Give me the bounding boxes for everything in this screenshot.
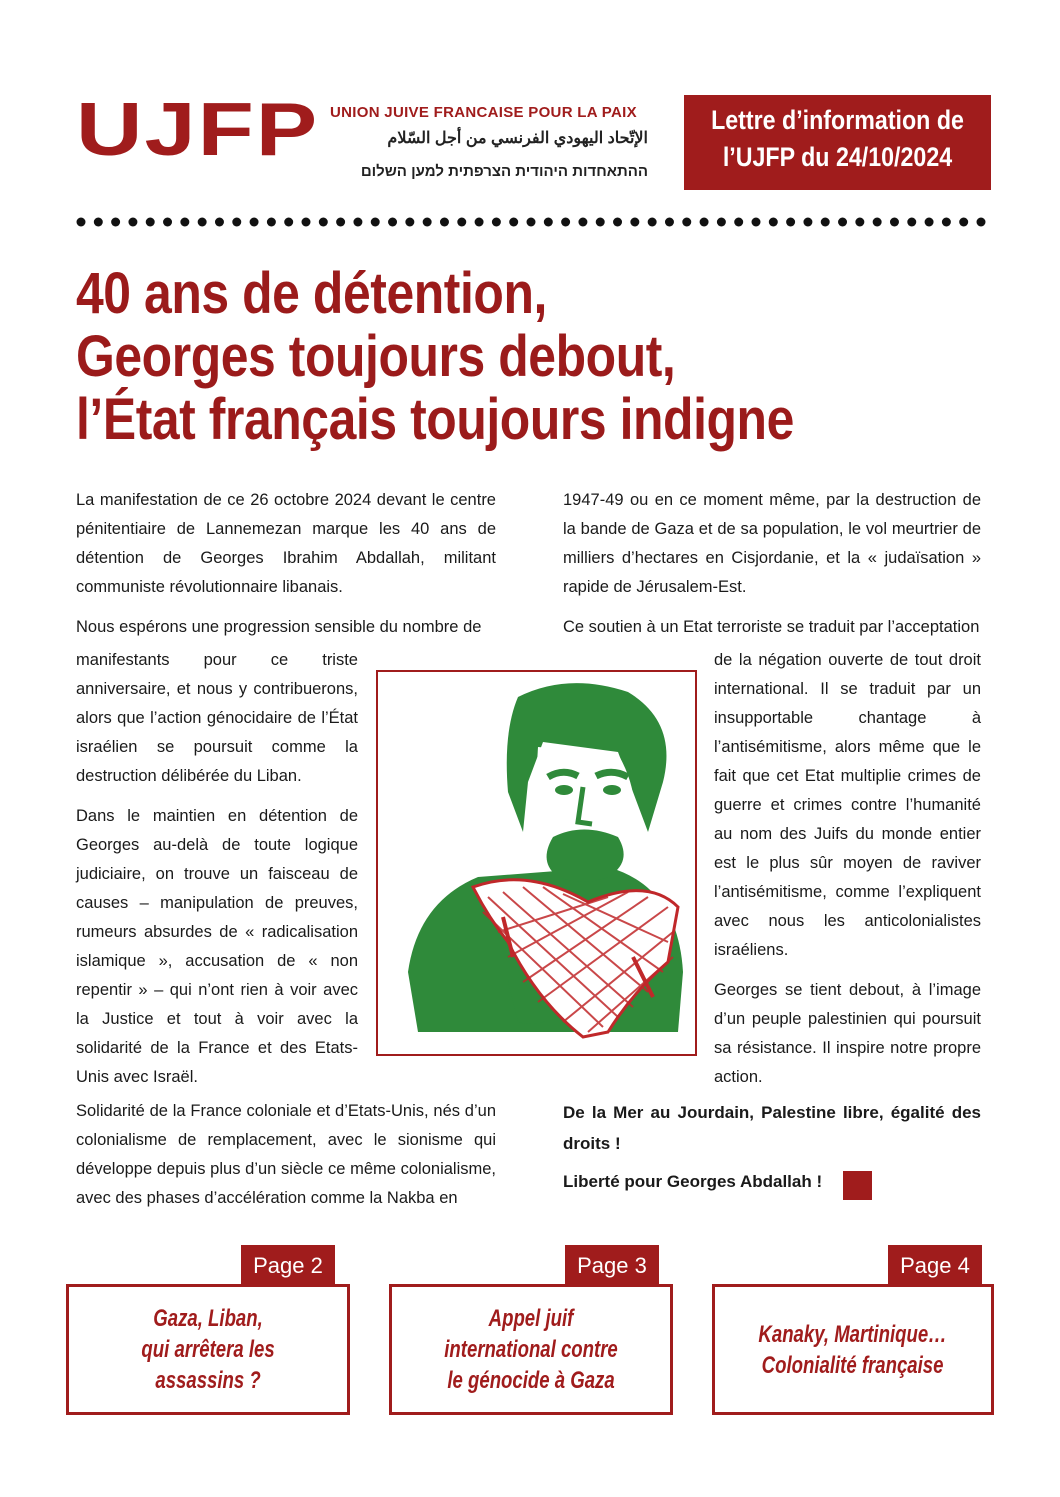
article-right-column-wrap	[714, 646, 981, 1103]
georges-abdallah-portrait	[378, 672, 695, 1054]
divider-dot	[319, 218, 328, 227]
divider-dot	[250, 218, 259, 227]
newsletter-date-box	[684, 95, 991, 190]
teaser-4-line-1: Kanaky, Martinique…	[758, 1320, 948, 1348]
paragraph-progression-start: Nous espérons une progression sensible du nombre de	[76, 618, 482, 636]
paragraph-debout: Georges se tient debout, à l’image d’un peuple palestinien qui poursuit sa résistance. Il inspire notre propre action.	[714, 981, 981, 1086]
divider-dot	[700, 218, 709, 227]
divider-dot	[959, 218, 968, 227]
divider-dot	[492, 218, 501, 227]
liberte-georges: Liberté pour Georges Abdallah !	[563, 1172, 823, 1191]
divider-dot	[596, 218, 605, 227]
divider-dot	[803, 218, 812, 227]
org-name-french: UNION JUIVE FRANCAISE POUR LA PAIX	[330, 104, 637, 121]
divider-dot	[94, 218, 103, 227]
org-name-hebrew: ההתאחדות היהודית הצרפתית למען השלום	[360, 163, 648, 180]
divider-dot	[475, 218, 484, 227]
teaser-3-line-3: le génocide à Gaza	[447, 1367, 615, 1394]
paragraph-progression: manifestants pour ce triste anniversaire, et nous y contribuerons, alors que l’action génocidaire de l’État israélien se poursuit comme la destruction délibérée du Liban.	[76, 651, 358, 785]
headline-line-2: Georges toujours debout,	[76, 324, 676, 389]
divider-dot	[232, 218, 241, 227]
paragraph-soutien-start: Ce soutien à un Etat terroriste se traduit par l’acceptation	[563, 618, 980, 636]
article-left-column-bottom	[76, 1097, 496, 1224]
closing-slogan: De la Mer au Jourdain, Palestine libre, égalité des droits !	[563, 1103, 981, 1153]
divider-dot	[682, 218, 691, 227]
divider-dot	[302, 218, 311, 227]
divider-dot	[77, 218, 86, 227]
headline-line-1: 40 ans de détention,	[76, 261, 547, 326]
article-right-column-top	[563, 486, 981, 642]
divider-dot	[717, 218, 726, 227]
divider-dot	[198, 218, 207, 227]
teaser-3-line-2: international contre	[444, 1336, 618, 1363]
page-4-tab[interactable]: Page 4	[888, 1245, 982, 1287]
divider-dot	[942, 218, 951, 227]
divider-dot	[977, 218, 986, 227]
divider-dot	[578, 218, 587, 227]
divider-dot	[838, 218, 847, 227]
divider-dot	[371, 218, 380, 227]
divider-dot	[509, 218, 518, 227]
divider-dot	[267, 218, 276, 227]
headline-line-3: l’État français toujours indigne	[76, 387, 794, 452]
divider-dot	[821, 218, 830, 227]
divider-dot	[423, 218, 432, 227]
divider-dot	[215, 218, 224, 227]
newsletter-line-2: l’UJFP du 24/10/2024	[722, 142, 953, 172]
divider-dot	[890, 218, 899, 227]
paragraph-solidarite: Solidarité de la France coloniale et d’Etats-Unis, nés d’un colonialisme de remplacement, avec le sionisme qui développe depuis plus d’un siècle ce même colonialisme, avec des phases d’accélération comme la Nakba en	[76, 1102, 496, 1207]
divider-dot	[457, 218, 466, 227]
teaser-2-line-1: Gaza, Liban,	[153, 1305, 263, 1332]
end-mark-square	[843, 1171, 872, 1200]
teaser-page-3[interactable]	[389, 1284, 673, 1415]
divider-dot	[630, 218, 639, 227]
teaser-page-4[interactable]	[712, 1284, 994, 1415]
divider-dot	[925, 218, 934, 227]
page-2-tab[interactable]: Page 2	[241, 1245, 335, 1287]
divider-dot	[111, 218, 120, 227]
divider-dot	[353, 218, 362, 227]
teaser-3-line-1: Appel juif	[488, 1305, 574, 1332]
teaser-page-2[interactable]	[66, 1284, 350, 1415]
divider-dot	[146, 218, 155, 227]
paragraph-nakba: 1947-49 ou en ce moment même, par la destruction de la bande de Gaza et de sa population, le vol meurtrier de milliers d’hectares en Cisjordanie, et la « judaïsation » rapide de Jérusalem-Est.	[563, 491, 981, 596]
divider-dot	[405, 218, 414, 227]
org-name-arabic: الإتّحاد اليهودي الفرنسي من أجل السّلام	[387, 130, 648, 147]
page-3-tab[interactable]: Page 3	[565, 1245, 659, 1287]
headline	[76, 262, 996, 451]
newsletter-line-1: Lettre d’information de	[711, 105, 964, 135]
dotted-divider	[76, 214, 986, 230]
divider-dot	[786, 218, 795, 227]
paragraph-manifestation: La manifestation de ce 26 octobre 2024 devant le centre pénitentiaire de Lannemezan marque les 40 ans de détention de Georges Ibrahim Abdallah, militant communiste révolutionnaire libanais.	[76, 491, 496, 596]
paragraph-detention: Dans le maintien en détention de Georges au-delà de toute logique judiciaire, on trouve un faisceau de causes – manipulation de preuves, rumeurs absurdes de « radicalisation islamique », accusation de « non repentir » – qui n’ont rien à voir avec la Justice et tout à voir avec la solidarité de la France et des Etats-Unis avec Israël.	[76, 807, 358, 1086]
divider-dot	[665, 218, 674, 227]
divider-dot	[769, 218, 778, 227]
divider-dot	[613, 218, 622, 227]
divider-dot	[544, 218, 553, 227]
divider-dot	[752, 218, 761, 227]
divider-dot	[388, 218, 397, 227]
article-left-column-wrap	[76, 646, 358, 1103]
divider-dot	[180, 218, 189, 227]
teaser-2-line-2: qui arrêtera les	[141, 1336, 275, 1363]
divider-dot	[855, 218, 864, 227]
teaser-2-line-3: assassins ?	[155, 1367, 261, 1394]
divider-dot	[907, 218, 916, 227]
divider-dot	[284, 218, 293, 227]
divider-dot	[648, 218, 657, 227]
divider-dot	[561, 218, 570, 227]
divider-dot	[128, 218, 137, 227]
divider-dot	[873, 218, 882, 227]
portrait-frame	[376, 670, 697, 1056]
ujfp-logo: UJFP	[76, 87, 320, 172]
divider-dot	[336, 218, 345, 227]
divider-dot	[527, 218, 536, 227]
article-left-column-top	[76, 486, 496, 642]
teaser-4-line-2: Colonialité française	[762, 1351, 944, 1379]
divider-dot	[734, 218, 743, 227]
divider-dot	[440, 218, 449, 227]
divider-dot	[163, 218, 172, 227]
paragraph-soutien: de la négation ouverte de tout droit international. Il se traduit par un insupportable chantage à l’antisémitisme, alors même que le fait que cet Etat multiplie crimes de guerre et crimes contre l’humanité au nom des Juifs du monde entier est le plus sûr moyen de raviver l’antisémitisme, comme l’expliquent avec nous les anticolonialistes israéliens.	[714, 651, 981, 959]
